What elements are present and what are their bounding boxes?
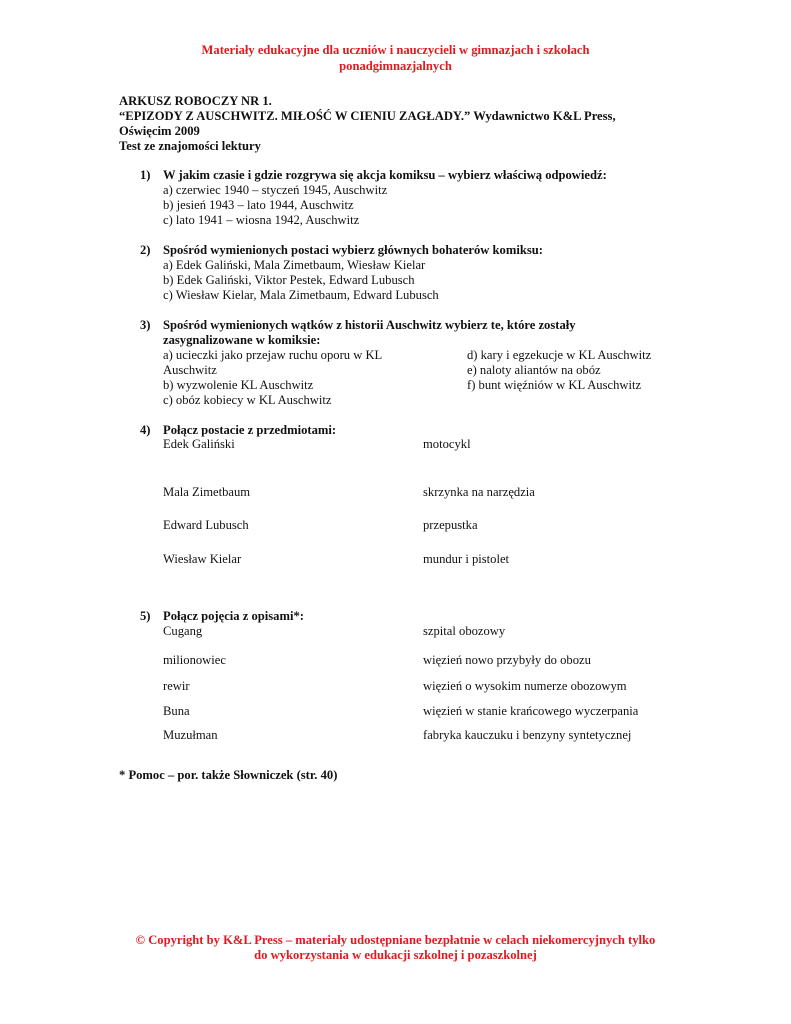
q3-text-line-1: Spośród wymienionych wątków z historii Auschwitz wybierz te, które zostały [163, 318, 576, 332]
q5-term-4: Buna [163, 704, 190, 718]
q4-person-1: Edek Galiński [163, 437, 235, 451]
q4-person-3: Edward Lubusch [163, 518, 249, 532]
q3-option-e: e) naloty aliantów na obóz [467, 363, 601, 377]
q5-desc-4: więzień w stanie krańcowego wyczerpania [423, 704, 639, 718]
q4-number: 4) [140, 423, 151, 437]
footer-copyright-line-1: © Copyright by K&L Press – materiały udostępniane bezpłatnie w celach niekomercyjnych tylko [135, 933, 656, 947]
q5-term-5: Muzułman [163, 728, 218, 742]
q3-text-line-2: zasygnalizowane w komiksie: [163, 333, 321, 347]
book-title-line-1: “EPIZODY Z AUSCHWITZ. MIŁOŚĆ W CIENIU ZAGŁADY.” Wydawnictwo K&L Press, [119, 109, 616, 123]
q2-option-b: b) Edek Galiński, Viktor Pestek, Edward Lubusch [163, 273, 415, 287]
test-label: Test ze znajomości lektury [119, 139, 261, 153]
q2-option-a: a) Edek Galiński, Mala Zimetbaum, Wiesław Kielar [163, 258, 426, 272]
q4-text: Połącz postacie z przedmiotami: [163, 423, 337, 437]
q4-item-2: skrzynka na narzędzia [423, 485, 535, 499]
q3-option-c: c) obóz kobiecy w KL Auschwitz [163, 393, 332, 407]
header-line-2: ponadgimnazjalnych [339, 59, 452, 73]
q4-person-2: Mala Zimetbaum [163, 485, 251, 499]
q5-desc-1: szpital obozowy [423, 624, 506, 638]
header-line-1: Materiały edukacyjne dla uczniów i nauczycieli w gimnazjach i szkołach [201, 43, 590, 57]
q3-option-a: a) ucieczki jako przejaw ruchu oporu w KL [163, 348, 383, 362]
q5-term-3: rewir [163, 679, 190, 693]
q2-number: 2) [140, 243, 151, 257]
q5-desc-3: więzień o wysokim numerze obozowym [423, 679, 627, 693]
q3-option-a-cont: Auschwitz [163, 363, 217, 377]
q5-text: Połącz pojęcia z opisami*: [163, 609, 304, 623]
q3-number: 3) [140, 318, 151, 332]
book-title-line-2: Oświęcim 2009 [119, 124, 200, 138]
q5-term-2: milionowiec [163, 653, 226, 667]
q1-option-a: a) czerwiec 1940 – styczeń 1945, Auschwitz [163, 183, 388, 197]
q1-option-b: b) jesień 1943 – lato 1944, Auschwitz [163, 198, 354, 212]
q1-option-c: c) lato 1941 – wiosna 1942, Auschwitz [163, 213, 360, 227]
q3-option-d: d) kary i egzekucje w KL Auschwitz [467, 348, 652, 362]
sheet-title: ARKUSZ ROBOCZY NR 1. [119, 94, 272, 108]
q5-desc-2: więzień nowo przybyły do obozu [423, 653, 591, 667]
q5-desc-5: fabryka kauczuku i benzyny syntetycznej [423, 728, 632, 742]
q4-person-4: Wiesław Kielar [163, 552, 242, 566]
q2-option-c: c) Wiesław Kielar, Mala Zimetbaum, Edward Lubusch [163, 288, 439, 302]
q5-term-1: Cugang [163, 624, 203, 638]
q4-item-1: motocykl [423, 437, 471, 451]
q4-item-4: mundur i pistolet [423, 552, 510, 566]
q1-text: W jakim czasie i gdzie rozgrywa się akcja komiksu – wybierz właściwą odpowiedź: [163, 168, 607, 182]
q1-number: 1) [140, 168, 151, 182]
footnote: * Pomoc – por. także Słowniczek (str. 40) [119, 768, 338, 782]
q3-option-f: f) bunt więźniów w KL Auschwitz [467, 378, 642, 392]
q4-item-3: przepustka [423, 518, 478, 532]
q5-number: 5) [140, 609, 151, 623]
q2-text: Spośród wymienionych postaci wybierz głównych bohaterów komiksu: [163, 243, 543, 257]
q3-option-b: b) wyzwolenie KL Auschwitz [163, 378, 314, 392]
footer-copyright-line-2: do wykorzystania w edukacji szkolnej i pozaszkolnej [254, 948, 537, 962]
